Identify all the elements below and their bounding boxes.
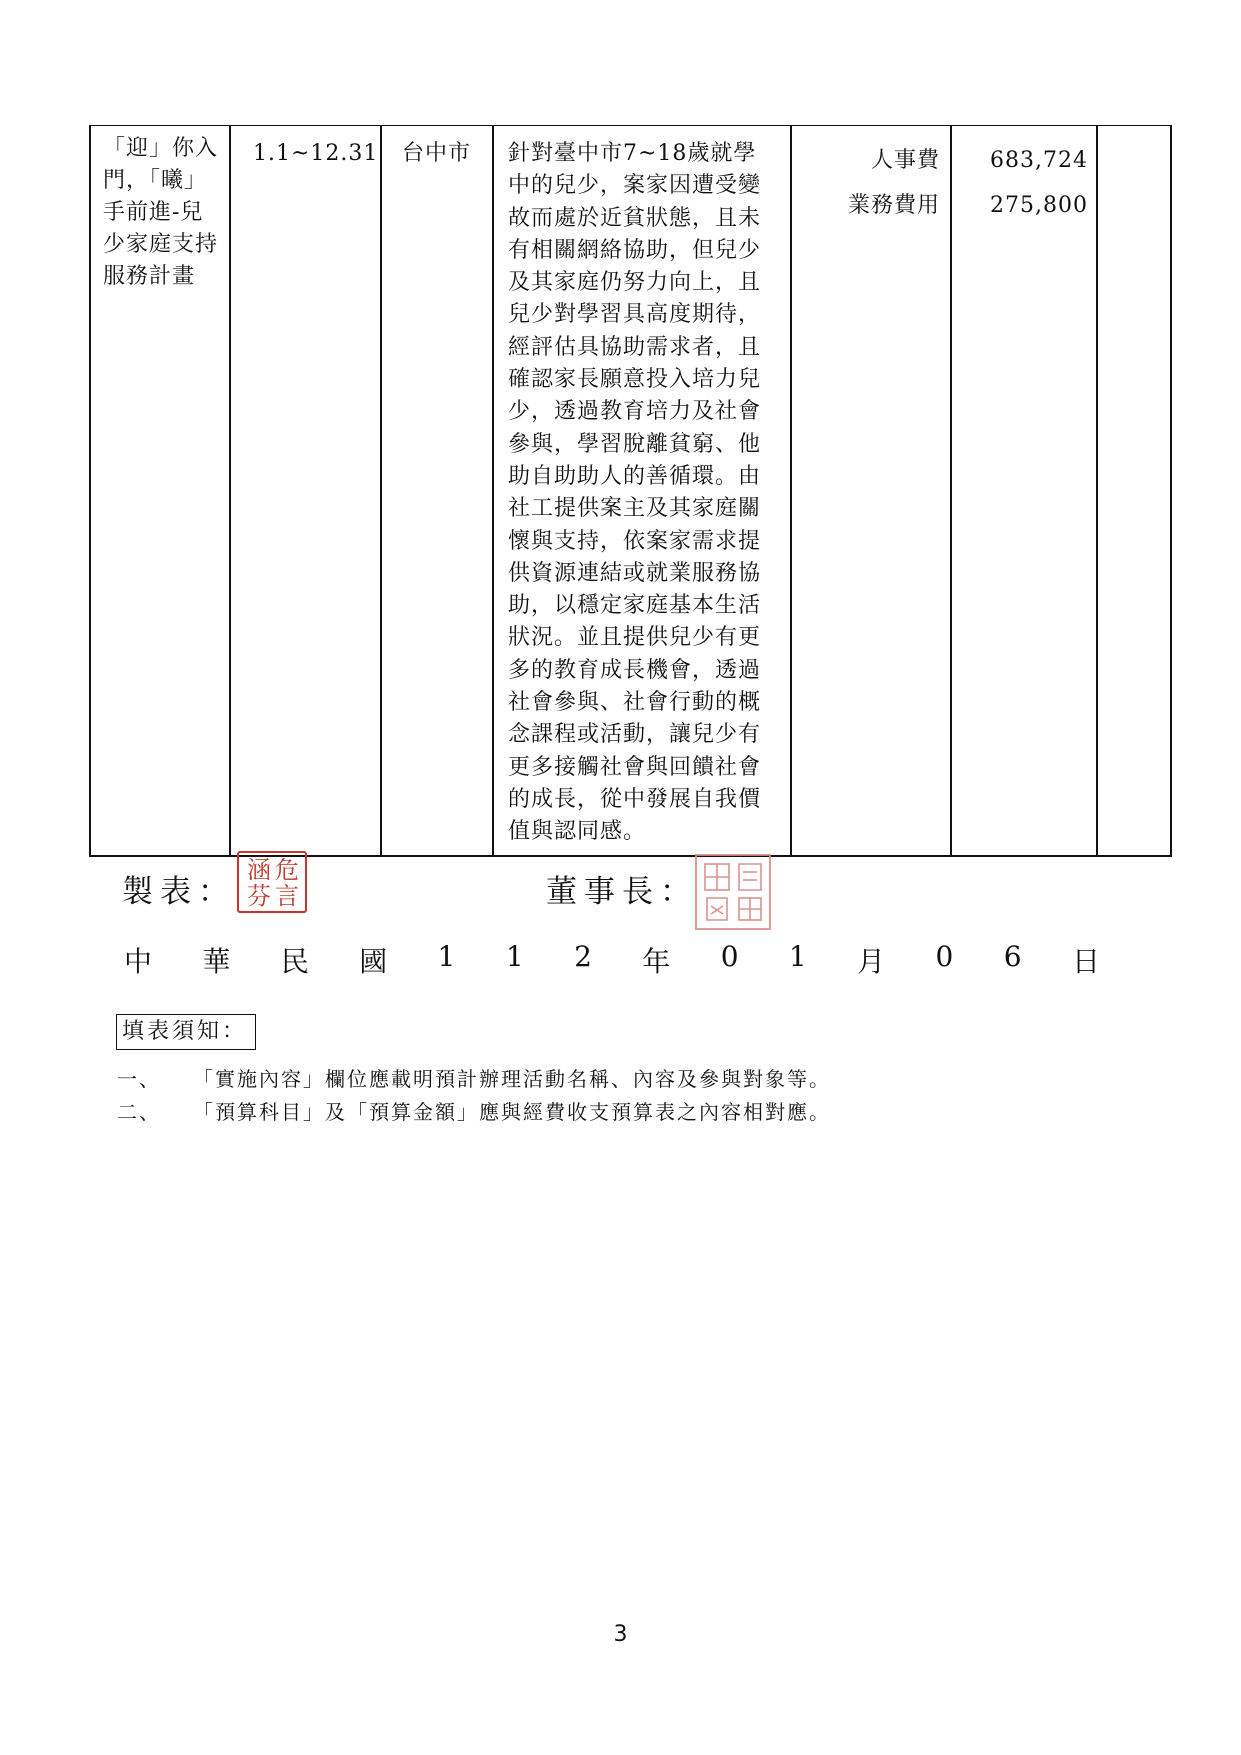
date-char: 民 <box>280 945 309 978</box>
budget-item-personnel: 人事費 <box>870 148 940 173</box>
chair-label: 董事長： <box>546 874 698 910</box>
date-char: 年 <box>642 945 671 978</box>
note-text: 「預算科目」及「預算金額」應與經費收支預算表之內容相對應。 <box>193 1100 831 1124</box>
date-char: 6 <box>1003 940 1022 973</box>
date-char: 1 <box>505 940 524 973</box>
date-line <box>124 940 1100 980</box>
budget-amount-operations: 275,800 <box>990 193 1088 218</box>
date-char: 1 <box>437 940 456 973</box>
note-text: 「實施內容」欄位應載明預計辦理活動名稱、內容及參與對象等。 <box>193 1067 831 1091</box>
date-char: 2 <box>574 940 592 973</box>
date-char: 0 <box>935 940 954 973</box>
note-item <box>117 1096 831 1125</box>
area-cell <box>381 126 493 857</box>
budget-amount-cell <box>951 126 1097 857</box>
content-cell <box>493 126 791 857</box>
plan-name: 「迎」你入門，「曦」手前進-兒少家庭支持服務計畫 <box>103 136 219 289</box>
date-char: 0 <box>720 940 739 973</box>
maker-label: 製表： <box>122 874 236 910</box>
note-number: 一、 <box>117 1067 161 1091</box>
period-cell <box>230 126 381 857</box>
budget-item-cell <box>791 126 951 857</box>
maker-stamp: 涵 芬 危 言 <box>237 851 307 913</box>
remark-cell <box>1097 126 1171 857</box>
budget-item-operations: 業務費用 <box>847 193 940 218</box>
date-char: 日 <box>1071 945 1100 978</box>
notes-title: 填表須知： <box>116 1014 256 1050</box>
date-char: 1 <box>788 940 807 973</box>
chair-stamp <box>695 854 771 930</box>
plan-table <box>89 125 1172 857</box>
plan-name-cell <box>90 126 230 857</box>
date-char: 華 <box>202 945 231 978</box>
date-char: 月 <box>857 945 886 978</box>
note-number: 二、 <box>117 1100 161 1124</box>
plan-period: 1.1~12.31 <box>253 141 379 166</box>
plan-content: 針對臺中市7~18歲就學中的兒少，案家因遭受變故而處於近貧狀態，且未有相關網絡協助，但兒少及其家庭仍努力向上，且兒少對學習具高度期待，經評估具協助需求者，且確認家長願意投入培力兒少，透過教育培力及社會參與，學習脫離貧窮、他助自助助人的善循環。由社工提供案主及其家庭關懷與支持，依案家需求提供資源連結或就業服務協助，以穩定家庭基本生活狀況。並且提供兒少有更多的教育成長機會，透過社會參與、社會行動的概念課程或活動，讓兒少有更多接觸社會與回饋社會的成長，從中發展自我價值與認同感。 <box>508 141 762 845</box>
page-number: 3 <box>613 1622 628 1647</box>
budget-amount-personnel: 683,724 <box>990 148 1088 173</box>
note-item <box>117 1063 831 1092</box>
date-char: 中 <box>124 945 153 978</box>
table-row <box>90 126 1171 857</box>
date-char: 國 <box>359 945 388 978</box>
plan-area: 台中市 <box>402 141 472 166</box>
